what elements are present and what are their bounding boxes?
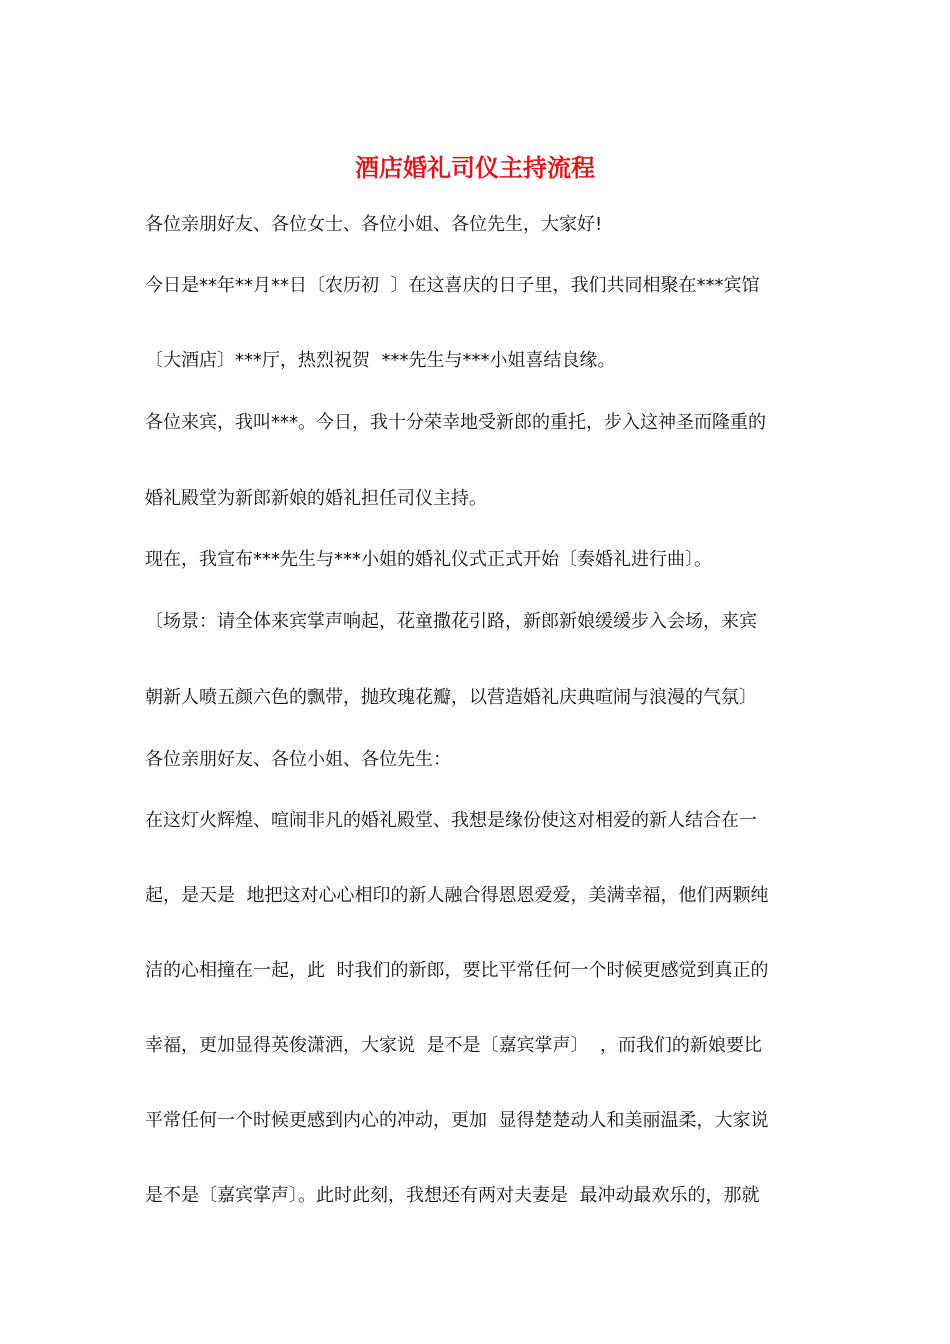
paragraph-line: 平常任何一个时候更感到内心的冲动，更加 显得楚楚动人和美丽温柔，大家说 xyxy=(145,1110,769,1131)
paragraph-line: 〔场景：请全体来宾掌声响起，花童撒花引路，新郎新娘缓缓步入会场，来宾 xyxy=(145,611,757,632)
document-title: 酒店婚礼司仪主持流程 xyxy=(355,153,595,182)
paragraph-line: 各位亲朋好友、各位女士、各位小姐、各位先生，大家好! xyxy=(145,214,603,235)
paragraph-line: 幸福，更加显得英俊潇洒，大家说 是不是〔嘉宾掌声〕 ，而我们的新娘要比 xyxy=(145,1035,762,1056)
paragraph-line: 是不是〔嘉宾掌声〕。此时此刻，我想还有两对夫妻是 最冲动最欢乐的，那就 xyxy=(145,1185,760,1206)
paragraph-line: 〔大酒店〕***厅，热烈祝贺 ***先生与***小姐喜结良缘。 xyxy=(145,350,616,371)
paragraph-line: 各位来宾，我叫***。今日，我十分荣幸地受新郎的重托，步入这神圣而隆重的 xyxy=(145,412,766,433)
paragraph-line: 朝新人喷五颜六色的飘带，抛玫瑰花瓣，以营造婚礼庆典喧闹与浪漫的气氛〕 xyxy=(145,687,757,708)
paragraph-line: 各位亲朋好友、各位小姐、各位先生： xyxy=(145,749,451,770)
paragraph-line: 婚礼殿堂为新郎新娘的婚礼担任司仪主持。 xyxy=(145,488,487,509)
paragraph-line: 洁的心相撞在一起，此 时我们的新郎，要比平常任何一个时候更感觉到真正的 xyxy=(145,960,769,981)
paragraph-line: 今日是**年**月**日〔农历初 〕在这喜庆的日子里，我们共同相聚在***宾馆 xyxy=(145,275,760,296)
paragraph-line: 起，是天是 地把这对心心相印的新人融合得恩恩爱爱，美满幸福，他们两颗纯 xyxy=(145,885,769,906)
paragraph-line: 现在，我宣布***先生与***小姐的婚礼仪式正式开始〔奏婚礼进行曲〕。 xyxy=(145,549,712,570)
paragraph-line: 在这灯火辉煌、喧闹非凡的婚礼殿堂、我想是缘份使这对相爱的新人结合在一 xyxy=(145,810,757,831)
